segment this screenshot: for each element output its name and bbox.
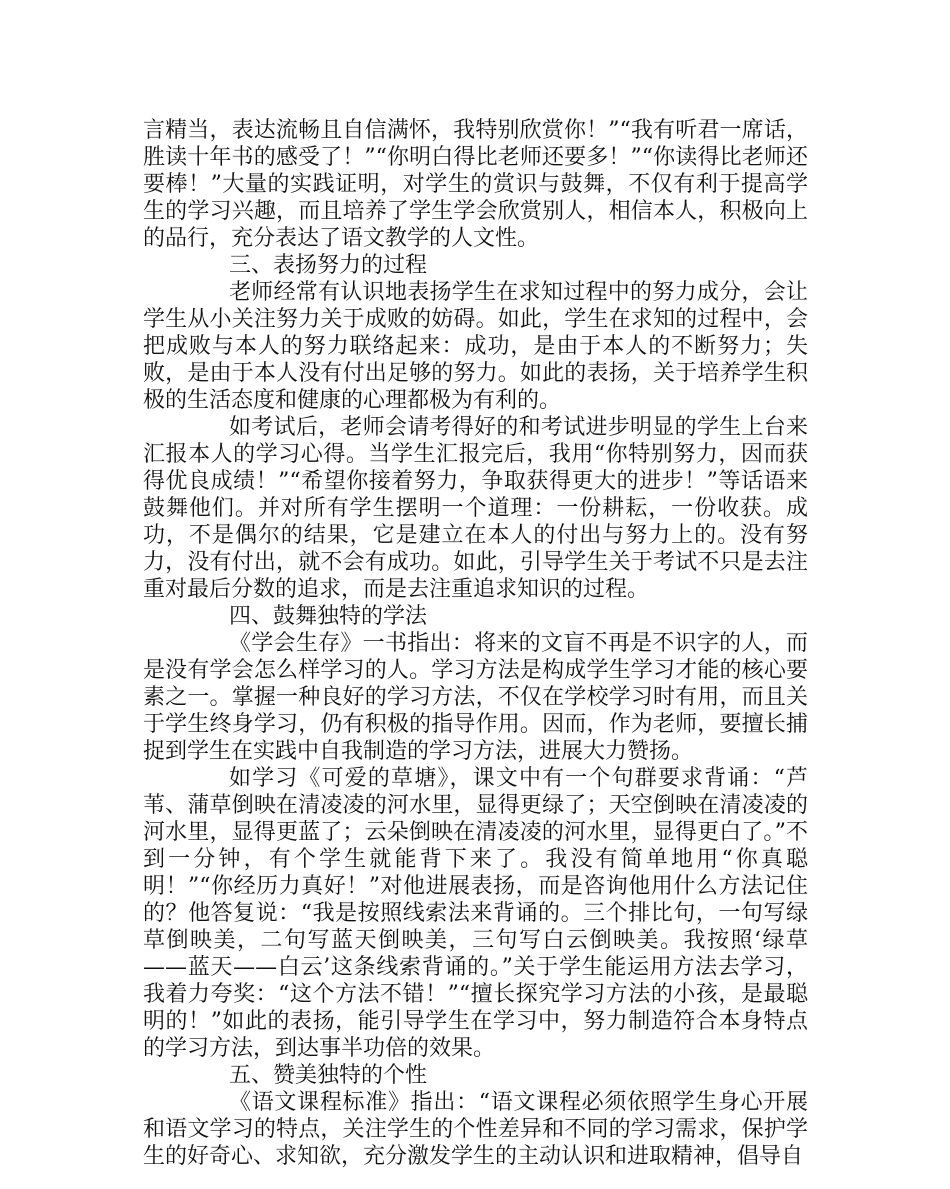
- paragraph: 老师经常有认识地表扬学生在求知过程中的努力成分，会让学生从小关注努力关于成败的妨碍。如此，学生在求知的过程中，会把成败与本人的努力联络起来：成功，是由于本人的不断努力；失败，是由于本人没有付出足够的努力。如此的表扬，关于培养学生积极的生活态度和健康的心理都极为有利的。: [143, 280, 808, 413]
- paragraph: 《语文课程标准》指出：“语文课程必须依照学生身心开展和语文学习的特点，关注学生的个性差异和不同的学习需求，保护学生的好奇心、求知欲，充分激发学生的主动认识和进取精神，倡导自: [143, 1090, 808, 1169]
- section-heading-5: 五、赞美独特的个性: [229, 1063, 428, 1088]
- section-heading-4: 四、鼓舞独特的学法: [229, 604, 428, 629]
- paragraph: 如学习《可爱的草塘》，课文中有一个句群要求背诵：“芦苇、蒲草倒映在清凌凌的河水里，显得更绿了；天空倒映在清凌凌的河水里，显得更蓝了；云朵倒映在清凌凌的河水里，显得更白了。”不到一分钟，有个学生就能背下来了。我没有简单地用“你真聪明！”“你经历力真好！”对他进展表扬，而是咨询他用什么方法记住的？他答复说：“我是按照线索法来背诵的。三个排比句，一句写绿草倒映美，二句写蓝天倒映美，三句写白云倒映美。我按照‘绿草——蓝天——白云’这条线索背诵的。”关于学生能运用方法去学习，我着力夸奖：“这个方法不错！”“擅长探究学习方法的小孩，是最聪明的！”如此的表扬，能引导学生在学习中，努力制造符合本身特点的学习方法，到达事半功倍的效果。: [143, 766, 808, 1061]
- document-page: [143, 117, 808, 1170]
- paragraph: 如考试后，老师会请考得好的和考试进步明显的学生上台来汇报本人的学习心得。当学生汇报完后，我用“你特别努力，因而获得优良成绩！”“希望你接着努力，争取获得更大的进步！”等话语来鼓舞他们。并对所有学生摆明一个道理：一份耕耘，一份收获。成功，不是偶尔的结果，它是建立在本人的付出与努力上的。没有努力，没有付出，就不会有成功。如此，引导学生关于考试不只是去注重对最后分数的追求，而是去注重追求知识的过程。: [143, 415, 808, 602]
- paragraph: 《学会生存》一书指出：将来的文盲不再是不识字的人，而是没有学会怎么样学习的人。学习方法是构成学生学习才能的核心要素之一。掌握一种良好的学习方法，不仅在学校学习时有用，而且关于学生终身学习，仍有积极的指导作用。因而，作为老师，要擅长捕捉到学生在实践中自我制造的学习方法，进展大力赞扬。: [143, 631, 808, 764]
- section-heading-3: 三、表扬努力的过程: [229, 253, 428, 278]
- paragraph-continuation: 言精当，表达流畅且自信满怀，我特别欣赏你！”“我有听君一席话，胜读十年书的感受了！”“你明白得比老师还要多！”“你读得比老师还要棒！”大量的实践证明，对学生的赏识与鼓舞，不仅有利于提高学生的学习兴趣，而且培养了学生学会欣赏别人，相信本人，积极向上的品行，充分表达了语文教学的人文性。: [143, 118, 808, 251]
